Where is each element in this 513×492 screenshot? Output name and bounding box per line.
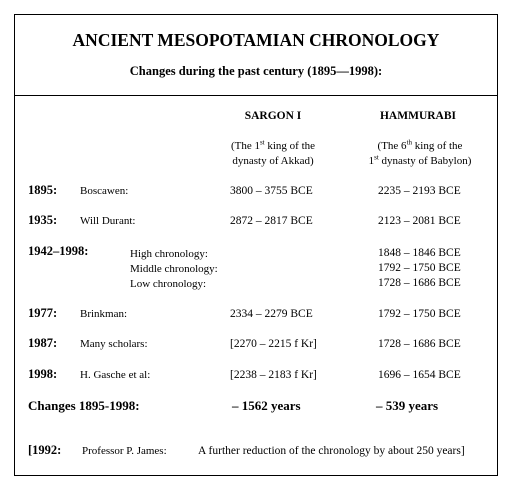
range-value-low: 1728 – 1686 BCE [378,277,461,289]
row-sargon-value: 3800 – 3755 BCE [230,185,313,197]
row-sargon-value: [2270 – 2215 f Kr] [230,338,317,350]
row-year: 1895: [28,183,58,197]
changes-hammurabi-value: – 539 years [376,398,439,413]
range-label-low: Low chronology: [130,278,207,290]
row-year: 1998: [28,367,58,381]
row-hammurabi-value: 1792 – 1750 BCE [378,308,461,320]
range-value-middle: 1792 – 1750 BCE [378,262,461,274]
row-year: 1977: [28,306,58,320]
footnote-year: [1992: [28,443,62,457]
row-name: Boscawen: [80,185,129,197]
hammurabi-note-line1: (The 6th king of the [377,138,463,152]
range-label-high: High chronology: [130,248,208,260]
row-name: Brinkman: [80,308,128,320]
page-title: ANCIENT MESOPOTAMIAN CHRONOLOGY [72,30,440,50]
hammurabi-heading: HAMMURABI [379,110,457,122]
row-name: Will Durant: [80,215,136,227]
header-divider [14,95,498,96]
changes-sargon-value: – 1562 years [232,398,301,413]
footnote-name: Professor P. James: [82,445,167,457]
row-name: Many scholars: [80,338,148,350]
hammurabi-note [350,139,490,169]
range-year: 1942–1998: [28,244,89,258]
row-sargon-value: [2238 – 2183 f Kr] [230,369,317,381]
sargon-note-line2: dynasty of Akkad) [232,155,314,167]
row-sargon-value: 2872 – 2817 BCE [230,215,313,227]
sargon-heading: SARGON I [244,110,302,122]
row-year: 1987: [28,336,58,350]
row-hammurabi-value: 2123 – 2081 BCE [378,215,461,227]
row-hammurabi-value: 1696 – 1654 BCE [378,369,461,381]
row-hammurabi-value: 2235 – 2193 BCE [378,185,461,197]
range-label-middle: Middle chronology: [130,263,218,275]
page-subtitle: Changes during the past century (1895—1998): [129,64,383,78]
sargon-note [200,139,346,169]
row-sargon-value: 2334 – 2279 BCE [230,308,313,320]
sargon-note-line1: (The 1st king of the [230,138,316,152]
footnote-text: A further reduction of the chronology by about 250 years] [198,445,465,457]
row-hammurabi-value: 1728 – 1686 BCE [378,338,461,350]
row-name: H. Gasche et al: [80,369,151,381]
range-value-high: 1848 – 1846 BCE [378,247,461,259]
changes-label: Changes 1895-1998: [28,398,140,413]
row-year: 1935: [28,213,58,227]
hammurabi-note-line2: 1st dynasty of Babylon) [368,153,472,167]
